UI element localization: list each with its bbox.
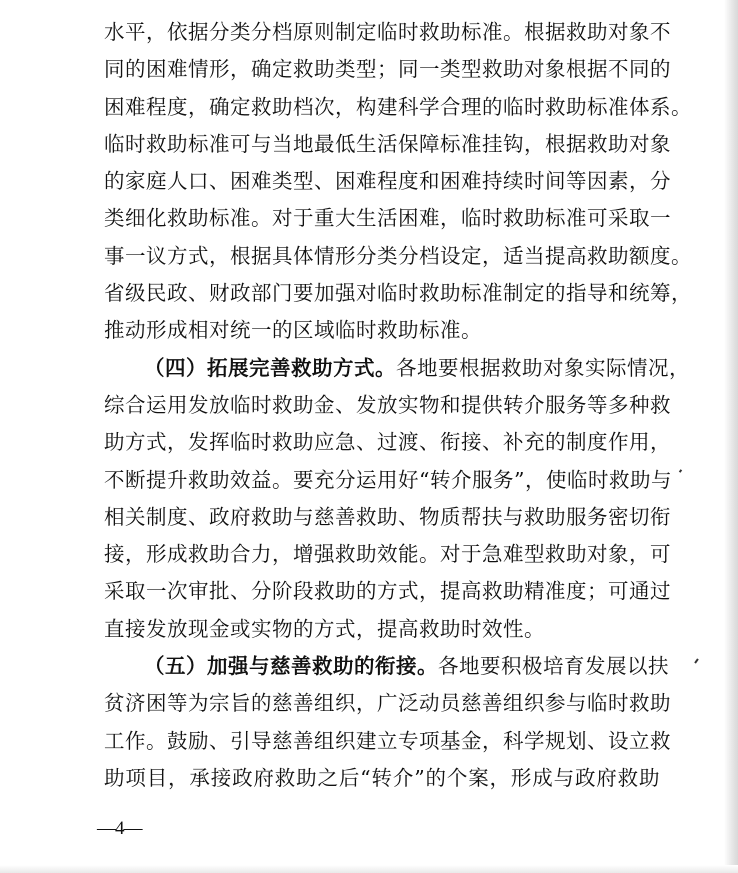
text-line: 推动形成相对统一的区域临时救助标准。 [104, 318, 482, 343]
section-4-heading: （四）拓展完善救助方式。 [144, 355, 396, 380]
text-line: 助项目，承接政府救助之后“转介”的个案，形成与政府救助 [104, 765, 660, 790]
text-line: 水平，依据分类分档原则制定临时救助标准。根据救助对象不 [104, 20, 671, 44]
page-number: —4— [97, 818, 142, 839]
section-5-first-line [104, 648, 669, 685]
text-line: 事一议方式，根据具体情形分类分档设定，适当提高救助额度。 [104, 243, 692, 268]
text-line: 工作。鼓励、引导慈善组织建立专项基金，科学规划、设立救 [104, 728, 671, 753]
text-line: 类细化救助标准。对于重大生活困难，临时救助标准可采取一 [104, 206, 671, 231]
section-5-intro: 各地要积极培育发展以扶 [438, 654, 669, 679]
text-line: 同的困难情形，确定救助类型；同一类型救助对象根据不同的 [104, 57, 671, 82]
text-line: 困难程度，确定救助档次，构建科学合理的临时救助标准体系。 [104, 94, 692, 119]
text-line: 采取一次审批、分阶段救助的方式，提高救助精准度；可通过 [104, 579, 671, 604]
section-4-first-line [104, 350, 690, 387]
text-line: 综合运用发放临时救助金、发放实物和提供转介服务等多种救 [104, 392, 671, 417]
text-line: 的家庭人口、困难类型、困难程度和困难持续时间等因素，分 [104, 169, 671, 194]
text-line: 接，形成救助合力，增强救助效能。对于急难型救助对象，可 [104, 542, 671, 567]
text-line: 临时救助标准可与当地最低生活保障标准挂钩，根据救助对象 [104, 131, 671, 156]
text-line: 省级民政、财政部门要加强对临时救助标准制定的指导和统筹， [104, 281, 692, 306]
scan-speck [694, 658, 699, 663]
text-line: 直接发放现金或实物的方式，提高救助时效性。 [104, 616, 545, 641]
scan-speck [679, 469, 682, 473]
text-line: 相关制度、政府救助与慈善救助、物质帮扶与救助服务密切衔 [104, 504, 671, 529]
section-5-heading: （五）加强与慈善救助的衔接。 [144, 654, 438, 679]
page-bottom-shadow [0, 865, 738, 873]
section-4-intro: 各地要根据救助对象实际情况， [396, 355, 690, 380]
document-body [104, 14, 692, 797]
text-line: 不断提升救助效益。要充分运用好“转介服务”，使临时救助与 [104, 467, 672, 492]
page-edge-shadow [724, 0, 738, 873]
text-line: 贫济困等为宗旨的慈善组织，广泛动员慈善组织参与临时救助 [104, 691, 671, 716]
text-line: 助方式，发挥临时救助应急、过渡、衔接、补充的制度作用， [104, 430, 671, 455]
